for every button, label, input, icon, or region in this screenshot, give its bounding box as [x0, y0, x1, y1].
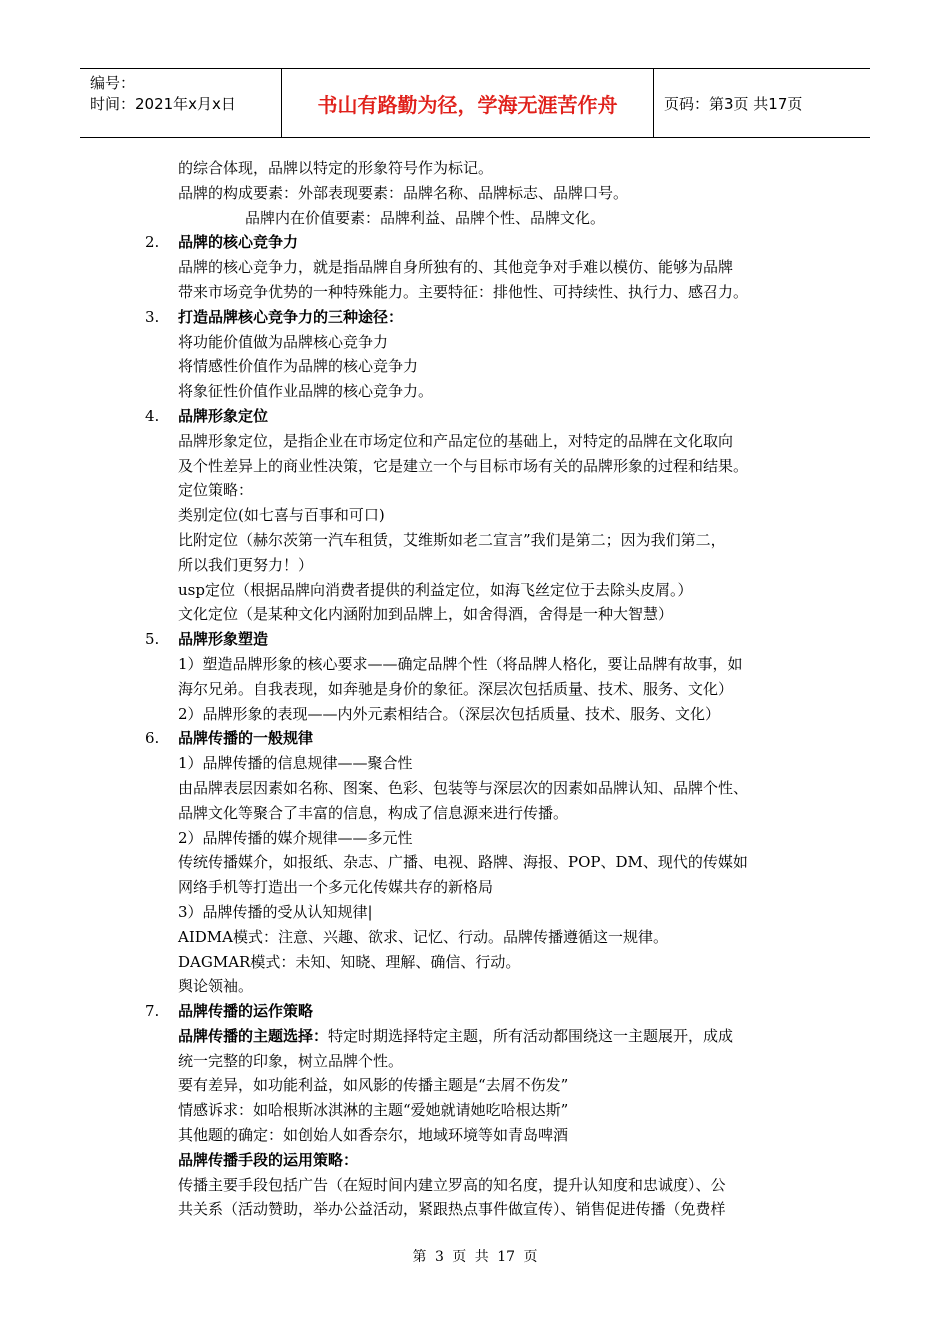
section-title: 品牌形象塑造: [178, 630, 269, 649]
header-number: 编号：: [90, 74, 136, 92]
paragraph-line: 共关系（活动赞助，举办公益活动，紧跟热点事件做宣传）、销售促进传播（免费样: [178, 1200, 726, 1219]
paragraph-line: 将象征性价值作业品牌的核心竞争力。: [178, 382, 434, 401]
section-title: 品牌传播的运作策略: [178, 1002, 314, 1021]
paragraph-line: 品牌内在价值要素：品牌利益、品牌个性、品牌文化。: [245, 208, 606, 227]
paragraph-line: 2）品牌形象的表现——内外元素相结合。（深层次包括质量、技术、服务、文化）: [178, 704, 721, 723]
section-title: 品牌传播的一般规律: [178, 729, 314, 748]
paragraph-line: 传统传播媒介，如报纸、杂志、广播、电视、路牌、海报、POP、DM、现代的传媒如: [178, 853, 748, 872]
header-date: 时间：2021年x月x日: [90, 95, 236, 113]
section-title: 品牌形象定位: [178, 406, 269, 425]
paragraph-line: 品牌文化等聚合了丰富的信息，构成了信息源来进行传播。: [178, 803, 569, 822]
section-number: 7.: [145, 1002, 160, 1021]
paragraph-line: 海尔兄弟。自我表现，如奔驰是身价的象征。深层次包括质量、技术、服务、文化）: [178, 679, 734, 698]
paragraph-line: 比附定位（赫尔茨第一汽车租赁，艾维斯如老二宣言”我们是第二；因为我们第二，: [178, 530, 726, 549]
section-heading: [0, 999, 950, 1024]
section-heading: [0, 404, 950, 429]
bold-lead: 品牌传播手段的运用策略：: [178, 1150, 359, 1169]
section-number: 5.: [145, 630, 160, 649]
paragraph-line: 品牌形象定位，是指企业在市场定位和产品定位的基础上，对特定的品牌在文化取向: [178, 431, 734, 450]
paragraph-line: 品牌的构成要素：外部表现要素：品牌名称、品牌标志、品牌口号。: [178, 183, 629, 202]
section-heading: [0, 726, 950, 751]
paragraph-line: 统一完整的印象，树立品牌个性。: [178, 1051, 404, 1070]
paragraph-line: 传播主要手段包括广告（在短时间内建立罗高的知名度，提升认知度和忠诚度）、公: [178, 1175, 726, 1194]
section-number: 2.: [145, 233, 160, 252]
section-number: 6.: [145, 729, 160, 748]
document-body: [0, 156, 950, 1222]
paragraph-line: 及个性差异上的商业性决策，它是建立一个与目标市场有关的品牌形象的过程和结果。: [178, 456, 749, 475]
section-number: 3.: [145, 307, 160, 326]
section-heading: [0, 305, 950, 330]
header-info-cell: [80, 69, 282, 137]
paragraph-line: 1）塑造品牌形象的核心要求——确定品牌个性（将品牌人格化，要让品牌有故事，如: [178, 654, 743, 673]
paragraph-line: 由品牌表层因素如名称、图案、色彩、包装等与深层次的因素如品牌认知、品牌个性、: [178, 778, 749, 797]
paragraph-line: 网络手机等打造出一个多元化传媒共存的新格局: [178, 878, 494, 897]
paragraph-line: 将情感性价值作为品牌的核心竞争力: [178, 357, 419, 376]
header-motto: 书山有路勤为径，学海无涯苦作舟: [282, 69, 654, 137]
paragraph-line: 情感诉求：如哈根斯冰淇淋的主题“爱她就请她吃哈根达斯”: [178, 1101, 569, 1120]
section-title: 打造品牌核心竞争力的三种途径：: [178, 307, 404, 326]
section-heading: [0, 230, 950, 255]
line-text: 特定时期选择特定主题，所有活动都围绕这一主题展开，成成: [328, 1026, 734, 1045]
paragraph-line: 将功能价值做为品牌核心竞争力: [178, 332, 389, 351]
paragraph-line: 1）品牌传播的信息规律——聚合性: [178, 754, 413, 773]
paragraph-line: 舆论领袖。: [178, 977, 254, 996]
paragraph-line: 所以我们更努力！）: [178, 555, 314, 574]
paragraph-line: 的综合体现，品牌以特定的形象符号作为标记。: [178, 159, 494, 177]
paragraph-line: 类别定位(如七喜与百事和可口): [178, 506, 385, 525]
paragraph-line: 品牌的核心竞争力，就是指品牌自身所独有的、其他竞争对手难以模仿、能够为品牌: [178, 258, 734, 277]
paragraph-line: AIDMA模式：注意、兴趣、欲求、记忆、行动。品牌传播遵循这一规律。: [178, 927, 668, 946]
paragraph-line: 2）品牌传播的媒介规律——多元性: [178, 828, 413, 847]
section-number: 4.: [145, 406, 160, 425]
paragraph-line: 要有差异，如功能利益，如风影的传播主题是“去屑不伤发”: [178, 1076, 569, 1095]
section-heading: [0, 627, 950, 652]
page-footer: 第 3 页 共 17 页: [412, 1249, 538, 1265]
paragraph-line: [0, 1024, 950, 1049]
paragraph-line: 其他题的确定：如创始人如香奈尔，地域环境等如青岛啤酒: [178, 1126, 569, 1145]
paragraph-line: DAGMAR模式：未知、知晓、理解、确信、行动。: [178, 952, 521, 971]
paragraph-line: 定位策略：: [178, 481, 254, 500]
section-title: 品牌的核心竞争力: [178, 233, 299, 252]
page-header: [80, 68, 870, 138]
paragraph-line: 带来市场竞争优势的一种特殊能力。主要特征：排他性、可持续性、执行力、感召力。: [178, 282, 749, 301]
paragraph-line: usp定位（根据品牌向消费者提供的利益定位，如海飞丝定位于去除头皮屑。）: [178, 580, 693, 599]
paragraph-line: 文化定位（是某种文化内涵附加到品牌上，如舍得酒，舍得是一种大智慧）: [178, 605, 674, 624]
paragraph-line: [0, 1148, 950, 1173]
bold-lead: 品牌传播的主题选择：: [178, 1026, 329, 1045]
paragraph-line: 3）品牌传播的受从认知规律|: [178, 902, 373, 921]
header-page-number: 页码：第3页 共17页: [664, 94, 803, 113]
